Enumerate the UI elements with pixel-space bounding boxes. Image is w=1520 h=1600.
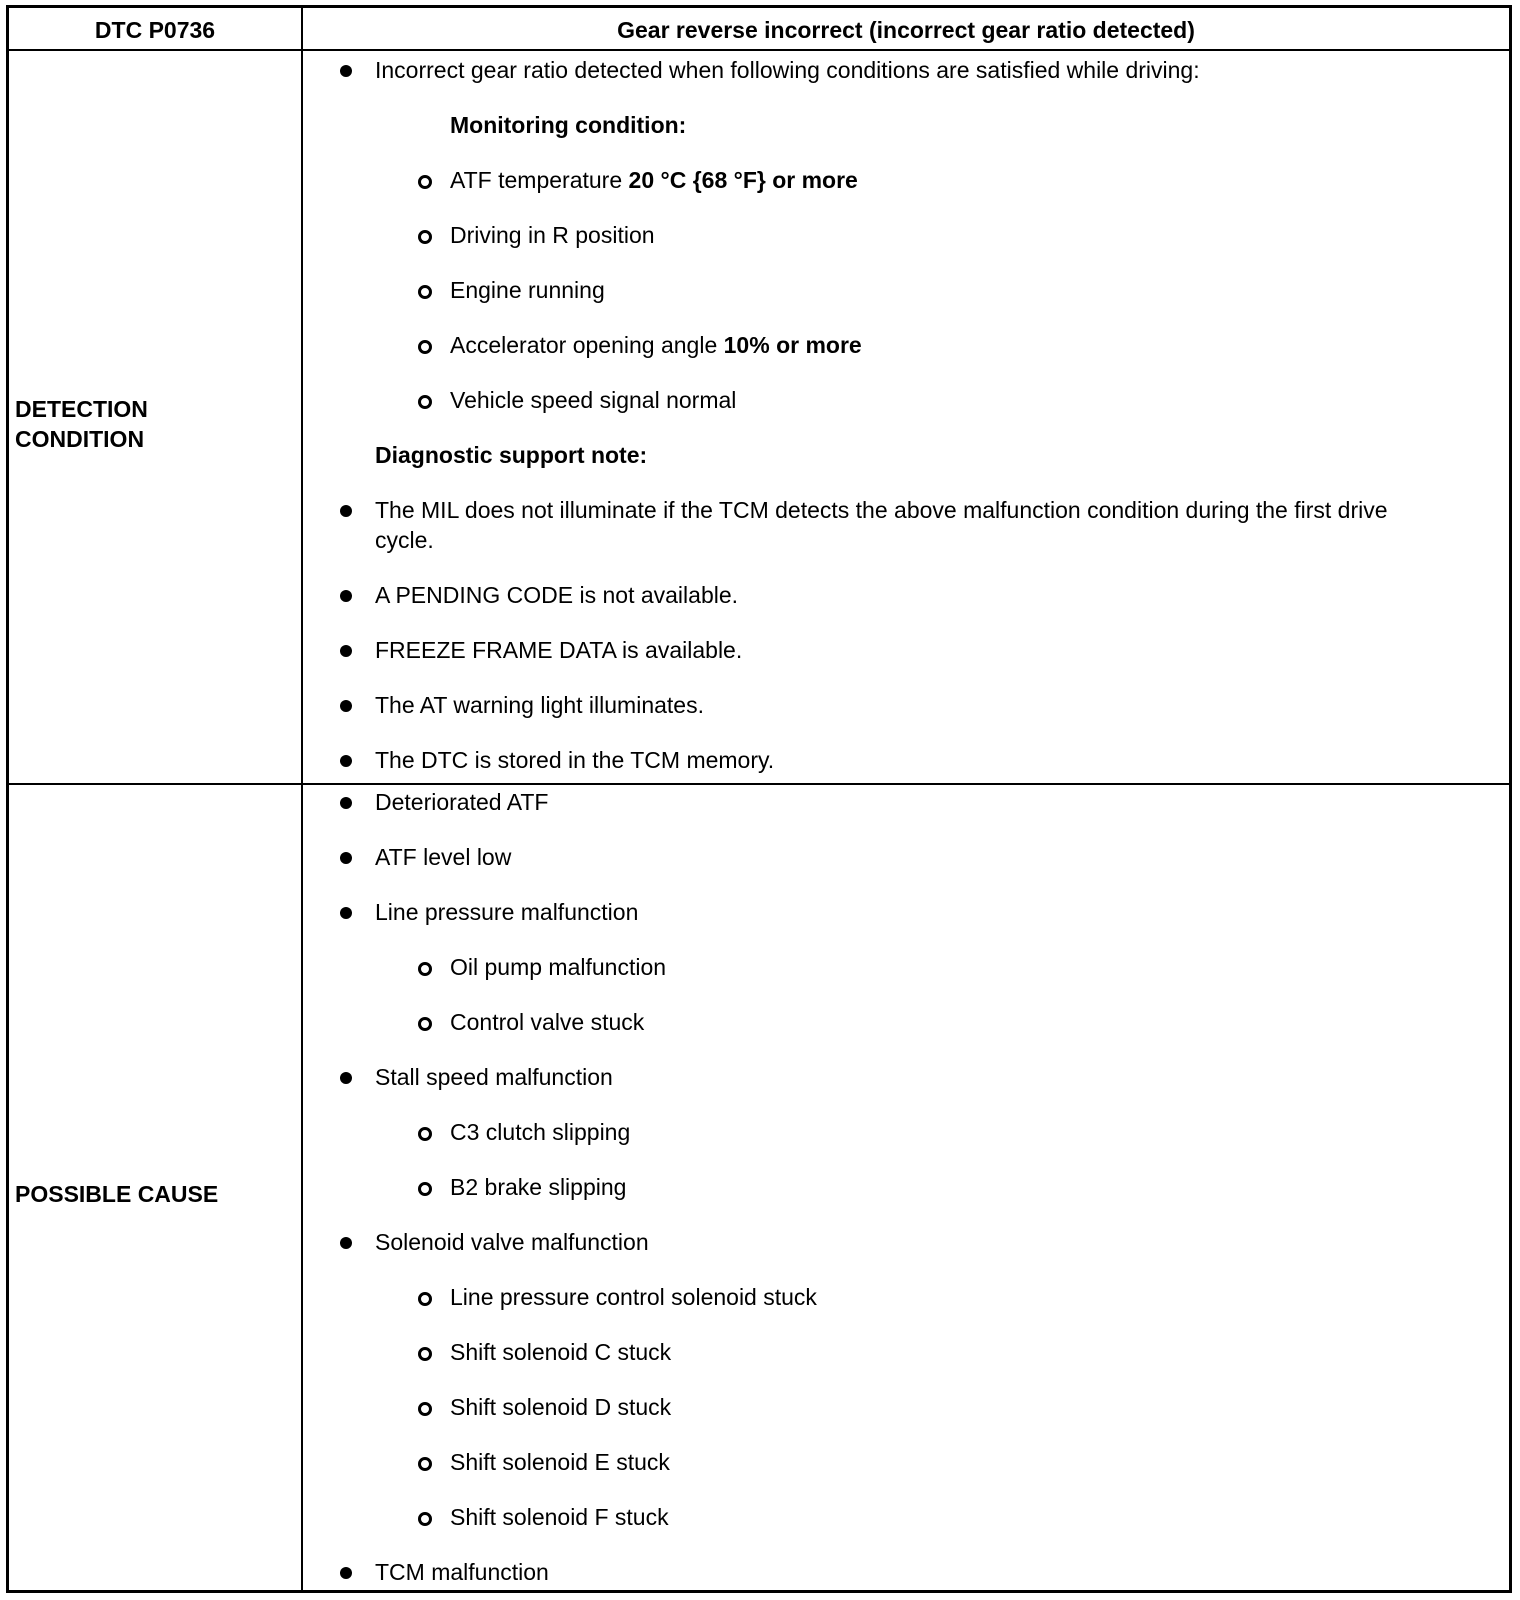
- monitoring-item: ATF temperature 20 °C {68 °F} or more: [450, 165, 858, 195]
- detection-condition-label: DETECTION CONDITION: [15, 396, 148, 452]
- cause-item: Solenoid valve malfunction: [375, 1227, 649, 1257]
- circle-bullet-icon: [418, 1457, 432, 1471]
- monitoring-item: Accelerator opening angle 10% or more: [450, 330, 862, 360]
- circle-bullet-icon: [418, 285, 432, 299]
- circle-bullet-icon: [418, 230, 432, 244]
- cause-subitem: Shift solenoid F stuck: [450, 1502, 669, 1532]
- monitoring-heading: Monitoring condition:: [450, 112, 687, 138]
- cause-subitem: Line pressure control solenoid stuck: [450, 1282, 817, 1312]
- circle-bullet-icon: [418, 1127, 432, 1141]
- bullet-icon: [340, 907, 352, 919]
- dtc-table: [6, 5, 1512, 1593]
- possible-cause-label: POSSIBLE CAUSE: [15, 1181, 219, 1207]
- cause-subitem: Shift solenoid D stuck: [450, 1392, 671, 1422]
- circle-bullet-icon: [418, 1292, 432, 1306]
- dtc-description-header: Gear reverse incorrect (incorrect gear ratio detected): [617, 17, 1195, 43]
- bullet-icon: [340, 700, 352, 712]
- monitoring-item: Vehicle speed signal normal: [450, 385, 736, 415]
- support-note: The DTC is stored in the TCM memory.: [375, 745, 774, 775]
- cause-subitem: Shift solenoid C stuck: [450, 1337, 671, 1367]
- bullet-icon: [340, 797, 352, 809]
- cause-subitem: Shift solenoid E stuck: [450, 1447, 670, 1477]
- bullet-icon: [340, 1072, 352, 1084]
- support-note: The MIL does not illuminate if the TCM detects the above malfunction condition during the first drive cycle.: [375, 495, 1435, 555]
- support-note: FREEZE FRAME DATA is available.: [375, 635, 742, 665]
- circle-bullet-icon: [418, 340, 432, 354]
- cause-subitem: C3 clutch slipping: [450, 1117, 630, 1147]
- dtc-code-header: DTC P0736: [94, 17, 216, 43]
- circle-bullet-icon: [418, 1402, 432, 1416]
- circle-bullet-icon: [418, 962, 432, 976]
- support-heading: Diagnostic support note:: [375, 442, 648, 468]
- cause-item: TCM malfunction: [375, 1557, 549, 1587]
- monitoring-item: Engine running: [450, 275, 605, 305]
- cause-item: Stall speed malfunction: [375, 1062, 613, 1092]
- bullet-icon: [340, 590, 352, 602]
- row-divider: [9, 783, 1509, 785]
- circle-bullet-icon: [418, 1347, 432, 1361]
- bullet-icon: [340, 1567, 352, 1579]
- bullet-icon: [340, 755, 352, 767]
- cause-item: Deteriorated ATF: [375, 787, 548, 817]
- column-divider: [301, 8, 303, 1590]
- monitoring-item: Driving in R position: [450, 220, 655, 250]
- cause-subitem: Oil pump malfunction: [450, 952, 666, 982]
- support-note: A PENDING CODE is not available.: [375, 580, 738, 610]
- circle-bullet-icon: [418, 175, 432, 189]
- support-note: The AT warning light illuminates.: [375, 690, 704, 720]
- bullet-icon: [340, 852, 352, 864]
- circle-bullet-icon: [418, 1182, 432, 1196]
- bullet-icon: [340, 65, 352, 77]
- circle-bullet-icon: [418, 1512, 432, 1526]
- header-divider: [9, 49, 1509, 51]
- cause-item: Line pressure malfunction: [375, 897, 638, 927]
- cause-subitem: B2 brake slipping: [450, 1172, 626, 1202]
- bullet-icon: [340, 1237, 352, 1249]
- bullet-icon: [340, 645, 352, 657]
- bullet-icon: [340, 505, 352, 517]
- circle-bullet-icon: [418, 1017, 432, 1031]
- circle-bullet-icon: [418, 395, 432, 409]
- detection-intro: Incorrect gear ratio detected when following conditions are satisfied while driving:: [375, 55, 1200, 85]
- cause-subitem: Control valve stuck: [450, 1007, 644, 1037]
- cause-item: ATF level low: [375, 842, 511, 872]
